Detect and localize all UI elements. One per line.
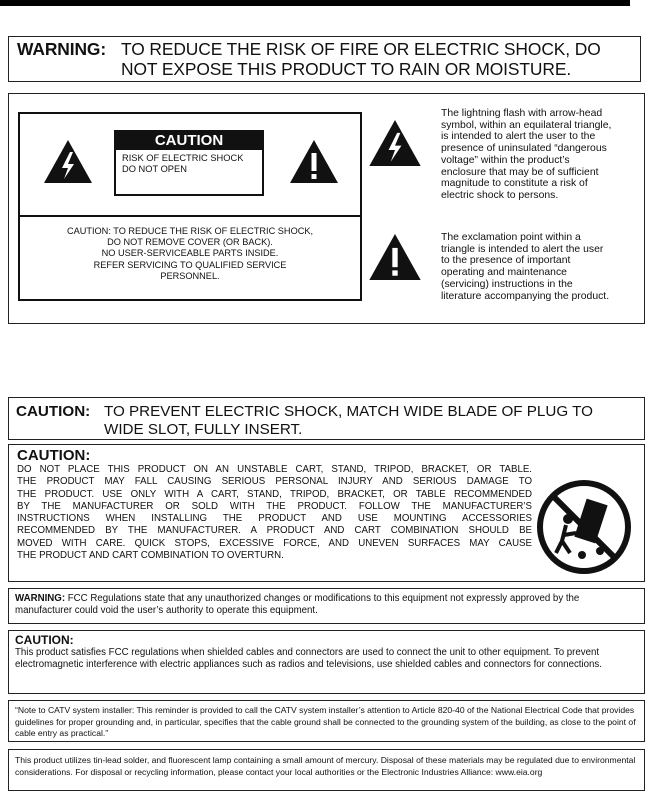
caution-card-line: RISK OF ELECTRIC SHOCK xyxy=(122,153,244,163)
catv-installer-note xyxy=(8,700,645,742)
mercury-disposal-note xyxy=(8,749,645,791)
plug-caution-line-1: TO PREVENT ELECTRIC SHOCK, MATCH WIDE BLADE OF PLUG TO xyxy=(104,403,593,420)
safety-symbols-box xyxy=(8,93,645,324)
inner-caution-line: REFER SERVICING TO QUALIFIED SERVICE xyxy=(93,259,287,270)
cart-caution-line: RECOMMENDED BY THE MANUFACTURER. A PRODUCT AND CART COMBINATION SHOULD BE xyxy=(17,525,532,537)
caution-card xyxy=(114,130,264,196)
shield-caution-text: This product satisfies FCC regulations when shielded cables and connectors are used to connect the unit to other equipment. To prevent electromagnetic interference with electric appliances such as radios and televisions, use shielded cables and connectors for connections. xyxy=(15,647,602,670)
cart-caution-line: BY THE MANUFACTURER OR SOLD WITH THE PRODUCT. FOLLOW THE MANUFACTURER’S xyxy=(17,500,532,512)
cart-caution-line: THE PRODUCT. USE ONLY WITH A CART, STAND, TRIPOD, BRACKET, OR TABLE RECOMMENDED xyxy=(17,488,532,500)
lightning-symbol-description: The lightning flash with arrow-head symbol, within an equilateral triangle, is intended to alert the user to the presence of uninsulated “dangerous voltage” within the product’s enclosure that may be of sufficient magnitude to constitute a risk of electric shock to persons. xyxy=(441,108,612,201)
warning-line-1: TO REDUCE THE RISK OF FIRE OR ELECTRIC SHOCK, DO xyxy=(121,39,601,59)
lightning-triangle-icon xyxy=(369,120,421,166)
inner-caution-line: PERSONNEL. xyxy=(160,270,220,281)
inner-caution-line: CAUTION: TO REDUCE THE RISK OF ELECTRIC SHOCK, xyxy=(66,226,314,236)
shielded-cable-caution xyxy=(8,630,645,694)
fcc-warning-label: WARNING: xyxy=(15,593,66,604)
cart-caution-line: THE PRODUCT MAY FALL CAUSING SERIOUS PERSONAL INJURY AND SERIOUS DAMAGE TO xyxy=(17,476,532,488)
cart-caution-line: DO NOT PLACE THIS PRODUCT ON AN UNSTABLE CART, STAND, TRIPOD, BRACKET, OR TABLE. xyxy=(17,464,532,475)
mercury-note-text: This product utilizes tin-lead solder, and fluorescent lamp containing a small amount of mercury. Disposal of these materials may be regulated due to environmental considerations. For disposal or recycling information, please contact your local authorities or the Electronic Industries Alliance: www.eia.org xyxy=(15,755,636,777)
warning-label: WARNING: xyxy=(17,39,107,59)
rain-moisture-warning xyxy=(8,36,641,82)
cart-caution-line: MOVED WITH CARE. QUICK STOPS, EXCESSIVE FORCE, AND UNEVEN SURFACES MAY CAUSE xyxy=(17,537,532,549)
fcc-warning-text: FCC Regulations state that any unauthorized changes or modifications to this equipment not expressly approved by the manufacturer could void the user’s authority to operate this equipment. xyxy=(15,593,580,616)
cart-tipover-warning-icon xyxy=(536,479,632,575)
lightning-triangle-icon xyxy=(44,140,92,183)
cart-caution-line: THE PRODUCT AND CART COMBINATION TO OVERTURN. xyxy=(17,550,284,562)
caution-label-bottom xyxy=(20,226,360,282)
caution-card-line: DO NOT OPEN xyxy=(122,164,187,174)
caution-label-top xyxy=(20,114,360,217)
caution-card-title: CAUTION xyxy=(116,132,262,150)
cart-caution xyxy=(8,444,645,582)
warning-line-2: NOT EXPOSE THIS PRODUCT TO RAIN OR MOISTURE. xyxy=(121,59,572,79)
exclamation-triangle-icon xyxy=(369,234,421,280)
plug-caution xyxy=(8,397,645,440)
header-rule xyxy=(0,0,630,6)
plug-caution-line-2: WIDE SLOT, FULLY INSERT. xyxy=(104,420,303,438)
caution-label-panel xyxy=(18,112,362,301)
inner-caution-line: DO NOT REMOVE COVER (OR BACK). xyxy=(107,237,273,248)
cart-caution-title: CAUTION: xyxy=(17,447,91,464)
shield-caution-title: CAUTION: xyxy=(15,633,74,647)
exclamation-symbol-description: The exclamation point within a triangle is intended to alert the user to the presence of important operating and maintenance (servicing) instructions in the literature accompanying the product. xyxy=(441,232,610,302)
plug-caution-label: CAUTION: xyxy=(16,403,91,420)
inner-caution-line: NO USER-SERVICEABLE PARTS INSIDE. xyxy=(101,248,279,259)
fcc-warning xyxy=(8,588,645,624)
cart-caution-line: INSTRUCTIONS WHEN INSTALLING THE PRODUCT AND USE MOUNTING ACCESSORIES xyxy=(17,513,532,525)
exclamation-triangle-icon xyxy=(290,140,338,183)
catv-note-text: “Note to CATV system installer: This reminder is provided to call the CATV system installer’s attention to Article 820-40 of the National Electrical Code that provides guidelines for proper grounding and, in particular, specifies that the cable ground shall be connected to the grounding system of the building, as close to the point of cable entry as practical.” xyxy=(15,705,636,738)
